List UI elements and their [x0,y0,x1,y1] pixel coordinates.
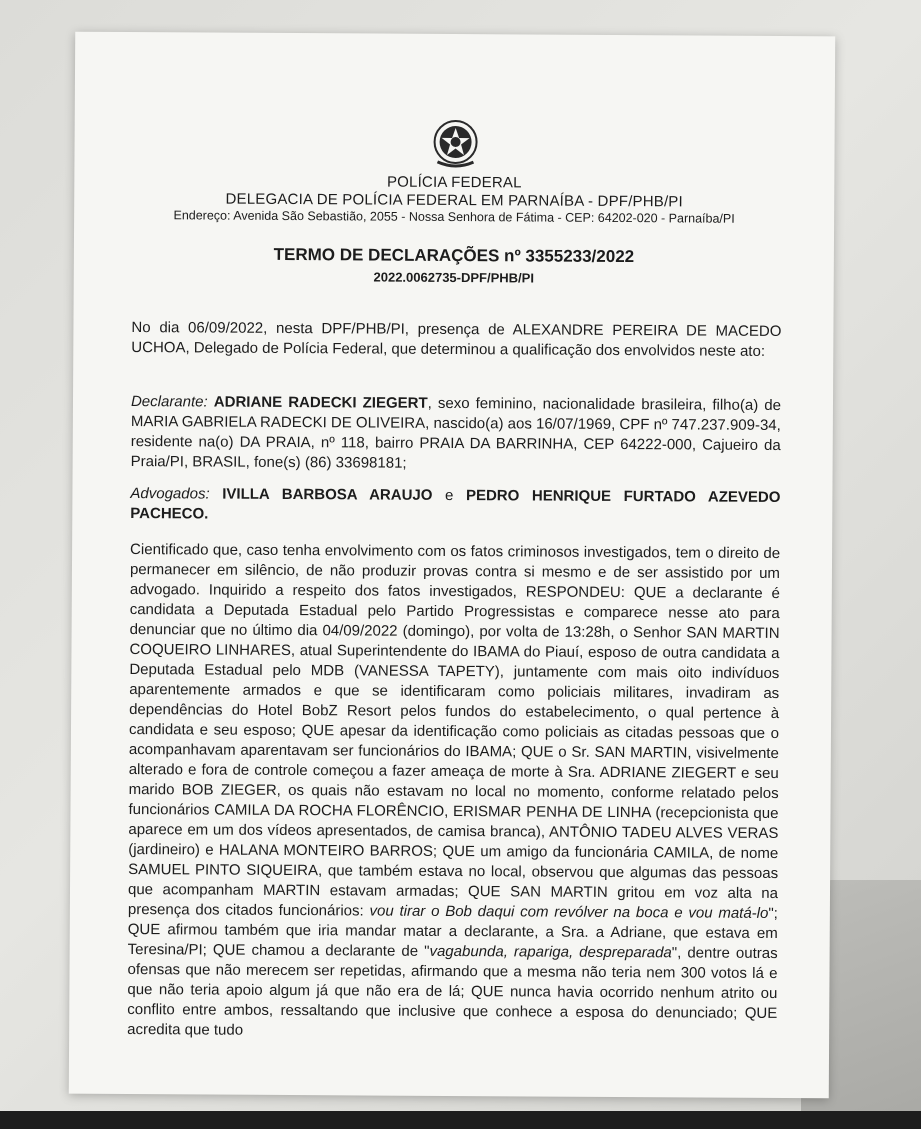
advogados-label: Advogados: [130,485,210,503]
address-line: Endereço: Avenida São Sebastião, 2055 - Nossa Senhora de Fátima - CEP: 64202-020 - Parnaíba/PI [173,208,735,226]
document-page [69,32,835,1099]
intro-paragraph: No dia 06/09/2022, nesta DPF/PHB/PI, presença de ALEXANDRE PEREIRA DE MACEDO UCHOA, Delegado de Polícia Federal, que determinou a qualificação dos envolvidos neste ato: [131,319,782,360]
organization-name: POLÍCIA FEDERAL [386,173,522,192]
advogados-connector: e [432,486,467,505]
desk-edge [0,1111,921,1129]
statement-part-3: ", dentre outras ofensas que não merecem ser repetidas, afirmando que a mesma não teria nem 300 votos lá e que não teria apoio algum já que não era de lá; QUE nunca havia ocorrido nenhum atrito ou conflito entre ambos, ressaltando que inclusive que conhece a esposa do denunciado; QUE acredita que tudo [127,944,778,1039]
declarante-label: Declarante: [130,393,208,411]
statement-quote-2: vagabunda, rapariga, despreparada [429,942,672,962]
declarante-details: , sexo feminino, nacionalidade brasileira, filho(a) de MARIA GABRIELA RADECKI DE OLIVEIRA, nascido(a) aos 16/07/1969, CPF nº 747.237.909-34, residente na(o) DA PRAIA, nº 118, bairro PRAIA DA BARRINHA, CEP 64222-000, Cajueiro da Praia/PI, BRASIL, fone(s) (86) 33698181; [130,394,782,472]
advogado-name-1: IVILLA BARBOSA ARAUJO [222,485,433,504]
statement-part-1: Cientificado que, caso tenha envolvimento com os fatos criminosos investigados, tem o direito de permanecer em silêncio, de não produzir provas contra si mesmo e de ser assistido por um advogado. Inquirido a respeito dos fatos investigados, RESPONDEU: QUE a declarante é candidata a Deputada Estadual pelo Partido Progressistas e comparece nesse ato para denunciar que no último dia 04/09/2022 (domingo), por volta de 13:28h, o Senhor SAN MARTIN COQUEIRO LINHARES, atual Superintendente do IBAMA do Piauí, esposo de outra candidata a Deputada Estadual pelo MDB (VANESSA TAPETY), juntamente com mais oito indivíduos aparentemente armados e que se identificaram como policiais militares, invadiram as dependências do Hotel BobZ Resort pelos fundos do estabelecimento, o qual pertence à candidata e seu esposo; QUE apesar da identificação como policiais as citadas pessoas que o acompanhavam aparentavam ser funcionários do IBAMA; QUE o Sr. SAN MARTIN, visivelmente alterado e fora de controle começou a fazer ameaça de morte à Sra. ADRIANE ZIEGERT e seu marido BOB ZIEGER, os quais não estavam no local no momento, conforme relatado pelos funcionários CAMILA DA ROCHA FLORÊNCIO, ERISMAR PENHA DE LINHA (recepcionista que aparece em um dos vídeos apresentados, de camisa branca), ANTÔNIO TADEU ALVES VERAS (jardineiro) e HALANA MONTEIRO BARROS; QUE um amigo da funcionária CAMILA, de nome SAMUEL PINTO SIQUEIRA, que também estava no local, observou que algumas das pessoas que acompanham MARTIN estavam armadas; QUE SAN MARTIN gritou em voz alta na presença dos citados funcionários: [127,541,781,920]
delegacia-name: DELEGACIA DE POLÍCIA FEDERAL EM PARNAÍBA - DPF/PHB/PI [225,190,683,211]
advogados-paragraph [130,484,780,528]
declarante-paragraph [131,392,781,476]
brasao-emblem-icon [429,118,481,170]
advogado-name-2: PEDRO HENRIQUE FURTADO AZEVEDO PACHECO. [130,487,781,523]
statement-part-2: "; QUE afirmou também que iria mandar matar a declarante, a Sra. a Adriane, que estava em Teresina/PI; QUE chamou a declarante de " [127,904,778,960]
document-title: TERMO DE DECLARAÇÕES nº 3355233/2022 [273,244,635,267]
process-number: 2022.0062735-DPF/PHB/PI [373,269,535,286]
declarante-name: ADRIANE RADECKI ZIEGERT [213,393,428,412]
statement-paragraph [127,540,780,1044]
statement-quote-1: vou tirar o Bob daqui com revólver na boca e vou matá-lo [369,902,769,922]
